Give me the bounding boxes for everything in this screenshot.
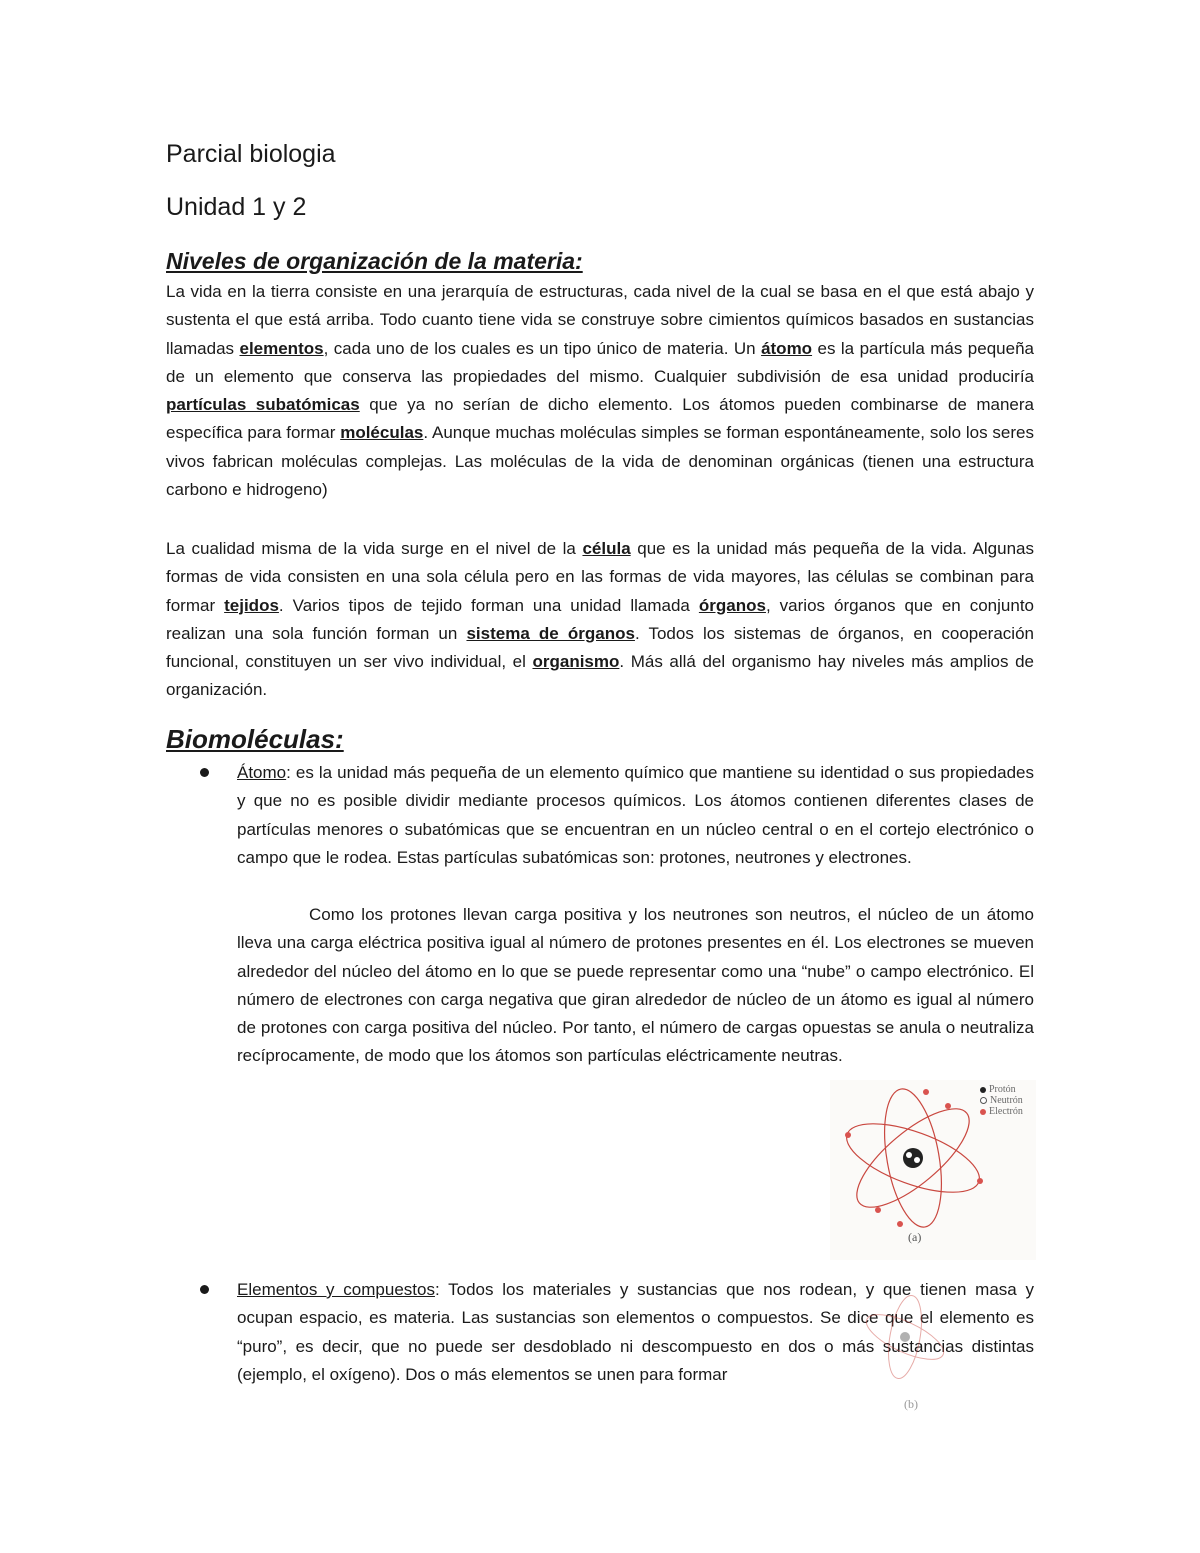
neutron-icon (980, 1097, 987, 1104)
keyword-organos: órganos (698, 595, 766, 615)
atom-diagram-b-icon (830, 1262, 1036, 1422)
keyword-particulas-subatomicas: partículas subatómicas (166, 395, 360, 415)
legend-row-electron: Electrón (980, 1106, 1023, 1117)
bullet-icon (200, 1285, 209, 1294)
electron-dot (945, 1103, 951, 1109)
nucleus-b (900, 1332, 910, 1342)
keyword-tejidos: tejidos (224, 595, 279, 615)
document-title: Parcial biologia (166, 140, 336, 168)
electron-dot (845, 1132, 851, 1138)
keyword-organismo: organismo (532, 652, 620, 672)
paragraph-niveles-1: La vida en la tierra consiste en una jerarquía de estructuras, cada nivel de la cual se basa en el que está abajo y sustenta el que está arriba. Todo cuanto tiene vida se construye sobre cimientos químicos basados en sustancias llamadas elementos, cada uno de los cuales es un tipo único de materia. Un átomo es la partícula más pequeña de un elemento que conserva las propiedades del mismo. Cualquier subdivisión de esa unidad produciría partículas subatómicas que ya no serían de dicho elemento. Los átomos pueden combinarse de manera específica para formar moléculas. Aunque muchas moléculas simples se forman espontáneamente, solo los seres vivos fabrican moléculas complejas. Las moléculas de la vida de denominan orgánicas (tienen una estructura carbono e hidrogeno) (166, 282, 1035, 500)
electron-dot (875, 1207, 881, 1213)
keyword-atomo: átomo (761, 338, 813, 358)
electron-dot (897, 1221, 903, 1227)
term-elementos-compuestos: Elementos y compuestos (237, 1280, 435, 1299)
nucleus (903, 1148, 923, 1168)
proton-icon (980, 1087, 986, 1093)
legend-row-neutron: Neutrón (980, 1095, 1023, 1106)
atom-diagram-figure-b (830, 1262, 1036, 1422)
paragraph-niveles-2: La cualidad misma de la vida surge en el nivel de la célula que es la unidad más pequeña de la vida. Algunas formas de vida consisten en una sola célula pero en las formas de vida mayores, las células se combinan para formar tejidos. Varios tipos de tejido forman una unidad llamada órganos, varios órganos que en conjunto realizan una sola función forman un sistema de órganos. Todos los sistemas de órganos, en cooperación funcional, constituyen un ser vivo individual, el organismo. Más allá del organismo hay niveles más amplios de organización. (166, 539, 1034, 700)
electron-icon (980, 1109, 986, 1115)
electron-dot (977, 1178, 983, 1184)
atom-diagram-figure (830, 1080, 1036, 1260)
figure-caption-a: (a) (908, 1230, 922, 1244)
document-subtitle: Unidad 1 y 2 (166, 193, 307, 221)
paragraph-atomo-carga: Como los protones llevan carga positiva y los neutrones son neutros, el núcleo de un átomo lleva una carga eléctrica positiva igual al número de protones presentes en él. Los electrones se mueven alrededor del núcleo del átomo en lo que se puede representar como una “nube” o campo electrónico. El número de electrones con carga negativa que giran alrededor de núcleo de un átomo es igual al número de protones con carga positiva del núcleo. Por tanto, el número de cargas opuestas se anula o neutraliza recíprocamente, de modo que los átomos son partículas eléctricamente neutras. (237, 905, 1034, 1066)
neutron-dot (906, 1152, 912, 1158)
section-heading-biomoleculas: Biomoléculas: (166, 724, 344, 754)
figure-legend (980, 1084, 1023, 1117)
bullet-text-elementos-compuestos: Elementos y compuestos: Todos los materiales y sustancias que nos rodean, y que tienen masa y ocupan espacio, es materia. Las sustancias son elementos o compuestos. Se dice que el elemento es “puro”, es decir, que no puede ser desdoblado ni descompuesto en dos o más sustancias distintas (ejemplo, el oxígeno). Dos o más elementos se unen para formar (237, 1280, 1034, 1384)
electron-dot (923, 1089, 929, 1095)
keyword-moleculas: moléculas (340, 423, 424, 443)
neutron-dot (914, 1157, 920, 1163)
figure-caption-b: (b) (904, 1397, 918, 1411)
section-heading-niveles: Niveles de organización de la materia: (166, 248, 583, 274)
legend-row-proton: Protón (980, 1084, 1023, 1095)
term-atomo: Átomo (237, 763, 287, 782)
keyword-celula: célula (582, 539, 631, 558)
bullet-icon (200, 768, 209, 777)
keyword-elementos: elementos (239, 338, 324, 358)
bullet-text-atomo: Átomo: es la unidad más pequeña de un elemento químico que mantiene su identidad o sus propiedades y que no es posible dividir mediante procesos químicos. Los átomos contienen diferentes clases de partículas menores o subatómicas que se encuentran en un núcleo central o en el cortejo electrónico o campo que le rodea. Estas partículas subatómicas son: protones, neutrones y electrones. (237, 763, 1034, 867)
keyword-sistema-de-organos: sistema de órganos (466, 623, 635, 643)
